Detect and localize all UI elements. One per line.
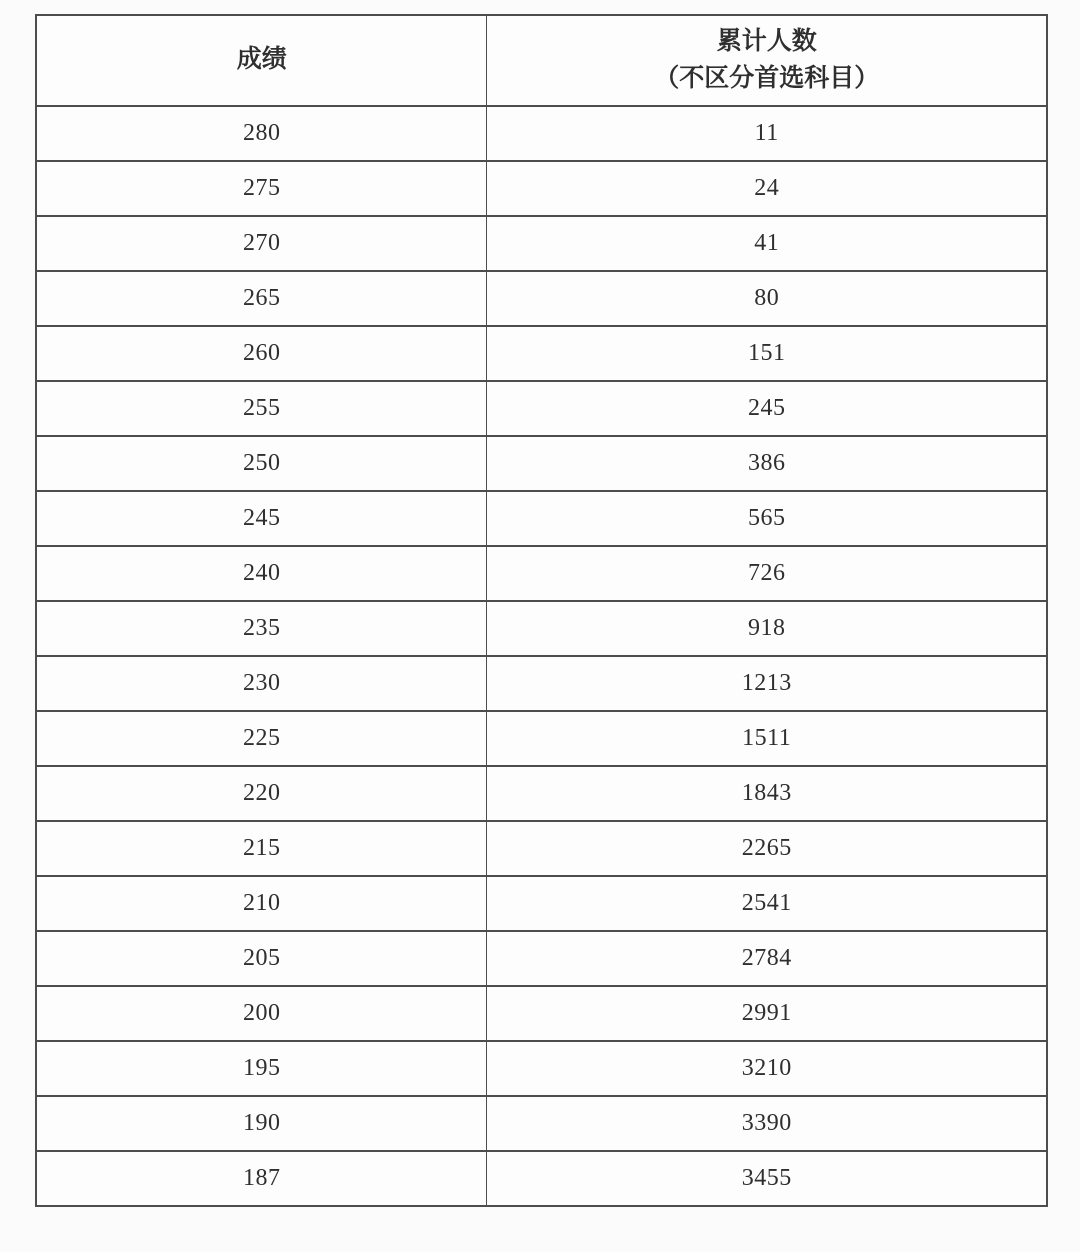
table-row — [36, 601, 1047, 656]
score-cell: 270 — [36, 216, 487, 271]
table-row — [36, 271, 1047, 326]
score-cell: 220 — [36, 766, 487, 821]
score-cell: 195 — [36, 1041, 487, 1096]
score-cell: 235 — [36, 601, 487, 656]
score-cell: 187 — [36, 1151, 487, 1206]
score-cell: 205 — [36, 931, 487, 986]
table-row — [36, 161, 1047, 216]
score-cell: 265 — [36, 271, 487, 326]
table-row — [36, 1151, 1047, 1206]
score-cell: 280 — [36, 106, 487, 161]
table-row — [36, 326, 1047, 381]
count-cell: 1511 — [487, 711, 1047, 766]
table-row — [36, 106, 1047, 161]
table-row — [36, 711, 1047, 766]
count-cell: 3455 — [487, 1151, 1047, 1206]
table-row — [36, 766, 1047, 821]
count-cell: 3210 — [487, 1041, 1047, 1096]
table-row — [36, 656, 1047, 711]
table-row — [36, 986, 1047, 1041]
table-body — [36, 106, 1047, 1206]
score-cell: 255 — [36, 381, 487, 436]
count-cell: 726 — [487, 546, 1047, 601]
score-cell: 190 — [36, 1096, 487, 1151]
count-header-line1: 累计人数 — [716, 28, 817, 56]
count-cell: 2784 — [487, 931, 1047, 986]
score-distribution-table — [35, 14, 1048, 1207]
count-cell: 1213 — [487, 656, 1047, 711]
score-cell: 260 — [36, 326, 487, 381]
score-cell: 230 — [36, 656, 487, 711]
score-cell: 215 — [36, 821, 487, 876]
table-row — [36, 381, 1047, 436]
count-cell: 3390 — [487, 1096, 1047, 1151]
score-cell: 210 — [36, 876, 487, 931]
count-column-header — [487, 15, 1047, 106]
count-cell: 2991 — [487, 986, 1047, 1041]
table-row — [36, 546, 1047, 601]
header-row — [36, 15, 1047, 106]
table-row — [36, 821, 1047, 876]
table-row — [36, 491, 1047, 546]
count-cell: 80 — [487, 271, 1047, 326]
table-row — [36, 216, 1047, 271]
table-row — [36, 1041, 1047, 1096]
count-cell: 41 — [487, 216, 1047, 271]
count-cell: 565 — [487, 491, 1047, 546]
score-cell: 275 — [36, 161, 487, 216]
count-header-line2: （不区分首选科目） — [654, 64, 880, 92]
count-cell: 151 — [487, 326, 1047, 381]
table-row — [36, 931, 1047, 986]
score-cell: 245 — [36, 491, 487, 546]
score-cell: 240 — [36, 546, 487, 601]
count-cell: 918 — [487, 601, 1047, 656]
count-cell: 2265 — [487, 821, 1047, 876]
count-cell: 245 — [487, 381, 1047, 436]
count-cell: 2541 — [487, 876, 1047, 931]
score-column-header: 成绩 — [36, 15, 487, 106]
score-cell: 250 — [36, 436, 487, 491]
table-row — [36, 876, 1047, 931]
count-cell: 24 — [487, 161, 1047, 216]
score-cell: 225 — [36, 711, 487, 766]
count-cell: 11 — [487, 106, 1047, 161]
score-cell: 200 — [36, 986, 487, 1041]
table-header — [36, 15, 1047, 106]
count-cell: 386 — [487, 436, 1047, 491]
table-row — [36, 1096, 1047, 1151]
count-cell: 1843 — [487, 766, 1047, 821]
table-row — [36, 436, 1047, 491]
